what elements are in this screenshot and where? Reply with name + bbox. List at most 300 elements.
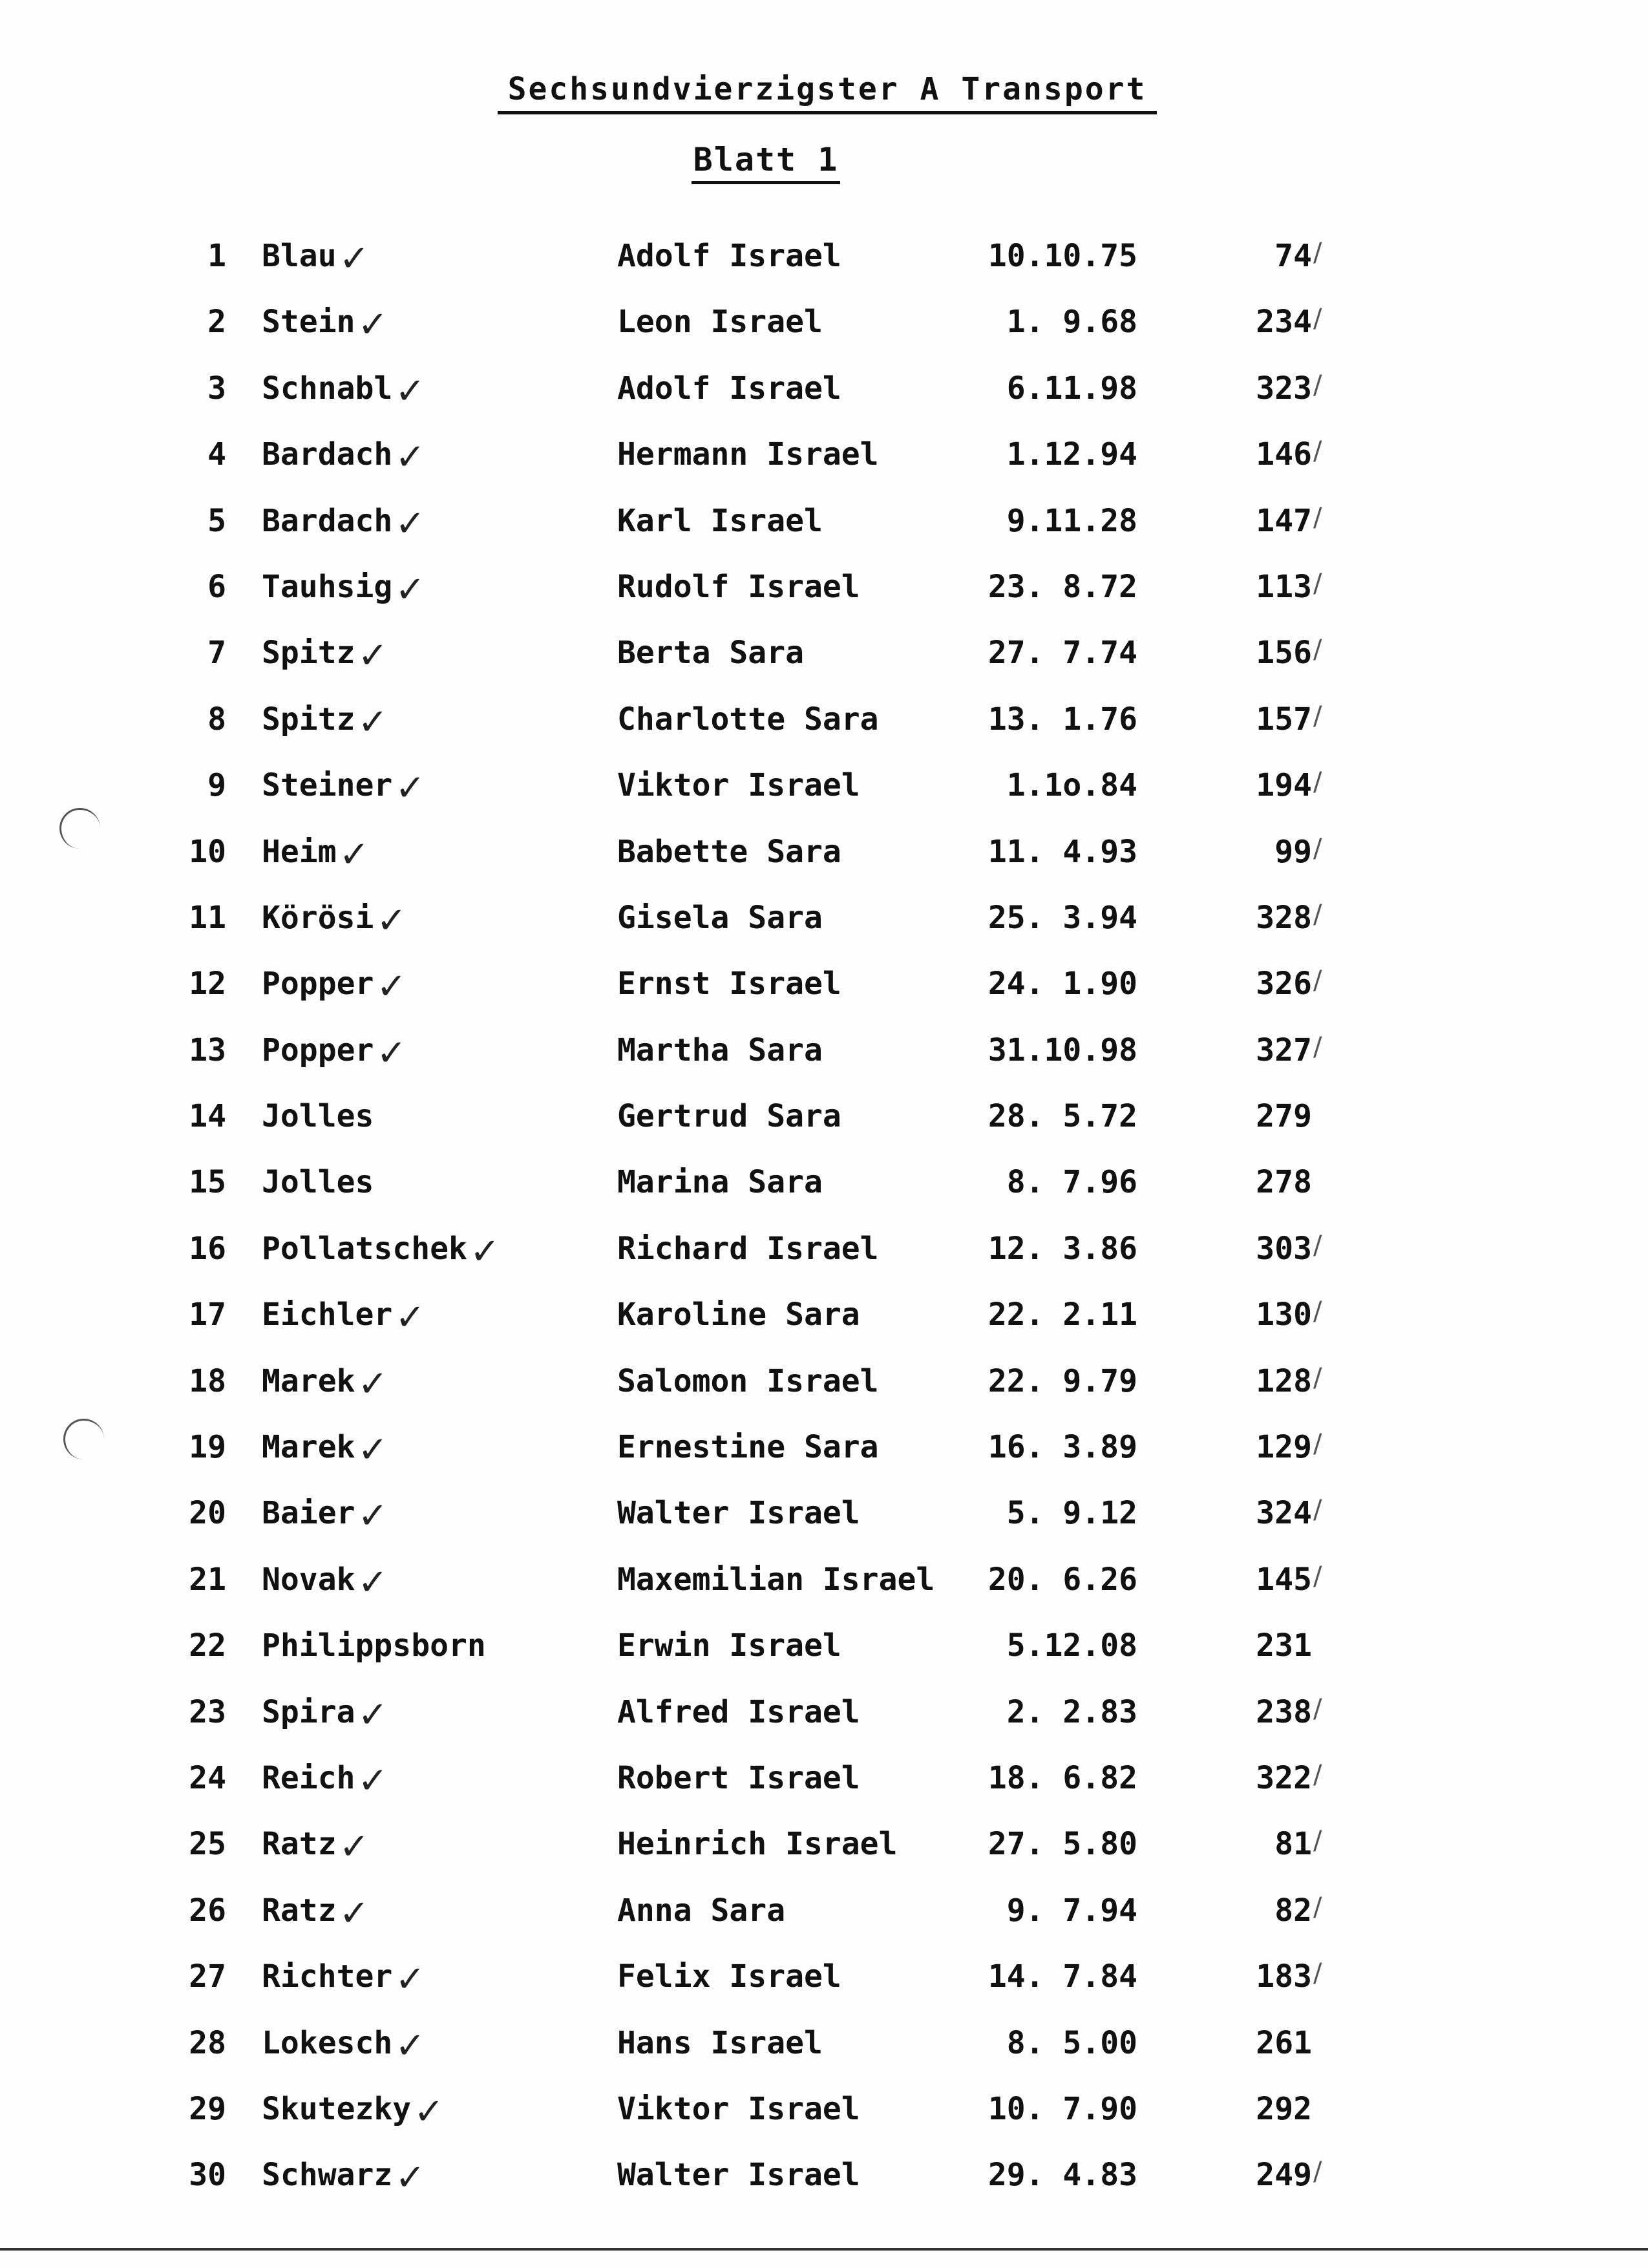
surname-text: Lokesch: [262, 2024, 393, 2061]
row-number-text: 10: [189, 833, 226, 870]
first-name-text: Maxemilian Israel: [617, 1561, 935, 1598]
birth-date: [969, 1826, 1137, 1862]
surname-text: Philippsborn: [262, 1627, 486, 1664]
checkmark-icon: ✓: [469, 1230, 500, 1273]
first-name: [617, 1098, 841, 1134]
checkmark-icon: ✓: [357, 1495, 388, 1538]
row-number-text: 29: [189, 2090, 226, 2127]
surname-text: Reich: [262, 1759, 355, 1796]
record-number: [1215, 370, 1322, 407]
first-name-text: Robert Israel: [617, 1759, 860, 1796]
surname-text: Schnabl: [262, 370, 393, 407]
record-number-text: 146: [1256, 436, 1312, 473]
tick-mark-icon: /: [1313, 1032, 1322, 1062]
checkmark-icon: ✓: [339, 238, 370, 280]
surname: [262, 1693, 388, 1736]
row-number-text: 17: [189, 1297, 226, 1333]
birth-date-text: 27. 5.80: [988, 1826, 1137, 1863]
record-number-text: 322: [1256, 1759, 1312, 1796]
first-name-text: Karl Israel: [617, 502, 823, 539]
surname: [262, 1561, 388, 1604]
surname: [262, 767, 426, 810]
record-number: [1215, 1892, 1322, 1929]
list-row: [0, 1562, 1648, 1627]
list-row: [0, 635, 1648, 701]
first-name: [617, 1363, 879, 1399]
surname: [262, 2090, 445, 2133]
surname-text: Schwarz: [262, 2157, 393, 2194]
first-name: [617, 834, 841, 870]
surname-text: Jolles: [262, 1164, 374, 1201]
first-name: [617, 503, 823, 539]
list-row: [0, 1958, 1648, 2024]
checkmark-icon: ✓: [357, 635, 388, 677]
first-name: [617, 1627, 841, 1664]
record-number: [1215, 1826, 1322, 1863]
checkmark-icon: ✓: [357, 1759, 388, 1802]
row-number-text: 9: [207, 767, 226, 804]
tick-mark-icon: /: [1313, 1495, 1322, 1525]
record-number: [1215, 1495, 1322, 1532]
row-number: [162, 304, 226, 340]
first-name: [617, 1694, 860, 1730]
first-name-text: Heinrich Israel: [617, 1826, 898, 1863]
checkmark-icon: ✓: [395, 2024, 426, 2067]
list-row: [0, 1164, 1648, 1230]
surname-text: Spitz: [262, 635, 355, 672]
list-row: [0, 1760, 1648, 1826]
first-name: [617, 2157, 860, 2193]
row-number: [162, 1826, 226, 1862]
record-number: [1215, 1759, 1322, 1796]
surname: [262, 1826, 370, 1869]
tick-mark-icon: /: [1313, 966, 1322, 996]
tick-mark-icon: /: [1313, 1429, 1322, 1459]
surname: [262, 1759, 388, 1802]
record-number: [1215, 2157, 1322, 2194]
record-number: [1215, 2091, 1312, 2127]
record-number: [1215, 238, 1322, 274]
first-name: [617, 2091, 860, 2127]
row-number: [162, 503, 226, 539]
birth-date: [969, 1892, 1137, 1929]
surname: [262, 1297, 426, 1339]
checkmark-icon: ✓: [357, 701, 388, 743]
birth-date: [969, 1231, 1137, 1267]
first-name-text: Gertrud Sara: [617, 1098, 841, 1135]
checkmark-icon: ✓: [395, 436, 426, 479]
birth-date: [969, 900, 1137, 936]
row-number-text: 27: [189, 1958, 226, 1995]
surname-text: Blau: [262, 238, 337, 274]
birth-date: [969, 767, 1137, 803]
first-name-text: Felix Israel: [617, 1958, 841, 1995]
birth-date: [969, 2091, 1137, 2127]
row-number: [162, 1363, 226, 1399]
birth-date: [969, 1958, 1137, 1995]
list-row: [0, 2025, 1648, 2091]
list-row: [0, 1231, 1648, 1297]
birth-date: [969, 1297, 1137, 1333]
row-number-text: 3: [207, 370, 226, 407]
birth-date-text: 9. 7.94: [1006, 1892, 1137, 1929]
first-name-text: Anna Sara: [617, 1892, 786, 1929]
list-row: [0, 304, 1648, 370]
row-number: [162, 1627, 226, 1664]
first-name: [617, 900, 823, 936]
record-number-text: 323: [1256, 370, 1312, 407]
page-title: Sechsundvierzigster A Transport: [498, 71, 1157, 114]
birth-date-text: 11. 4.93: [988, 833, 1137, 870]
record-number: [1215, 2025, 1312, 2061]
checkmark-icon: ✓: [339, 833, 370, 876]
birth-date: [969, 1694, 1137, 1730]
record-number: [1215, 1297, 1322, 1333]
tick-mark-icon: /: [1313, 635, 1322, 665]
list-row: [0, 1627, 1648, 1693]
first-name: [617, 701, 879, 737]
first-name: [617, 1297, 860, 1333]
first-name-text: Marina Sara: [617, 1164, 823, 1201]
birth-date: [969, 569, 1137, 605]
record-number: [1215, 1693, 1322, 1730]
sheet-label: Blatt 1: [692, 141, 840, 184]
first-name-text: Berta Sara: [617, 635, 804, 672]
first-name-text: Ernst Israel: [617, 966, 841, 1002]
first-name: [617, 1231, 879, 1267]
birth-date: [969, 2025, 1137, 2061]
row-number: [162, 2091, 226, 2127]
list-row: [0, 701, 1648, 767]
checkmark-icon: ✓: [357, 1429, 388, 1472]
row-number-text: 13: [189, 1032, 226, 1068]
row-number: [162, 834, 226, 870]
surname: [262, 1098, 374, 1134]
tick-mark-icon: /: [1313, 1297, 1322, 1327]
first-name: [617, 2025, 823, 2061]
surname-text: Steiner: [262, 767, 393, 804]
first-name-text: Leon Israel: [617, 304, 823, 341]
birth-date: [969, 436, 1137, 472]
record-number: [1215, 1958, 1322, 1995]
record-number-text: 249: [1256, 2157, 1312, 2194]
surname: [262, 436, 426, 479]
first-name: [617, 1892, 785, 1929]
record-number: [1215, 1032, 1322, 1068]
birth-date-text: 5.12.08: [1006, 1627, 1137, 1664]
first-name: [617, 1164, 823, 1200]
row-number-text: 30: [189, 2157, 226, 2194]
first-name-text: Karoline Sara: [617, 1297, 860, 1333]
tick-mark-icon: /: [1313, 701, 1322, 731]
record-number: [1215, 767, 1322, 804]
row-number-text: 19: [189, 1429, 226, 1466]
row-number: [162, 900, 226, 936]
birth-date: [969, 1429, 1137, 1465]
checkmark-icon: ✓: [395, 568, 426, 611]
birth-date: [969, 1363, 1137, 1399]
surname-text: Jolles: [262, 1098, 374, 1135]
record-number-text: 129: [1256, 1429, 1312, 1466]
checkmark-icon: ✓: [395, 502, 426, 545]
first-name: [617, 1032, 823, 1068]
tick-mark-icon: /: [1313, 1826, 1322, 1856]
surname-text: Ratz: [262, 1892, 337, 1929]
record-number: [1215, 1164, 1312, 1200]
first-name-text: Charlotte Sara: [617, 701, 879, 737]
row-number: [162, 569, 226, 605]
record-number-text: 261: [1256, 2024, 1312, 2061]
first-name-text: Hermann Israel: [617, 436, 879, 473]
list-row: [0, 1892, 1648, 1958]
row-number-text: 7: [207, 635, 226, 672]
first-name-text: Walter Israel: [617, 1495, 860, 1532]
surname-text: Bardach: [262, 436, 393, 473]
list-row: [0, 1429, 1648, 1495]
birth-date: [969, 834, 1137, 870]
birth-date-text: 13. 1.76: [988, 701, 1137, 737]
surname: [262, 568, 426, 611]
birth-date-text: 27. 7.74: [988, 635, 1137, 672]
row-number: [162, 701, 226, 737]
checkmark-icon: ✓: [395, 767, 426, 810]
birth-date: [969, 503, 1137, 539]
tick-mark-icon: /: [1313, 767, 1322, 798]
record-number-text: 74: [1274, 238, 1312, 274]
birth-date-text: 9.11.28: [1006, 502, 1137, 539]
birth-date: [969, 701, 1137, 737]
surname: [262, 833, 370, 876]
list-row: [0, 238, 1648, 304]
record-number: [1215, 1098, 1312, 1134]
surname: [262, 2157, 426, 2199]
checkmark-icon: ✓: [414, 2090, 445, 2133]
record-number-text: 326: [1256, 966, 1312, 1002]
first-name-text: Adolf Israel: [617, 238, 841, 274]
list-row: [0, 834, 1648, 900]
first-name-text: Martha Sara: [617, 1032, 823, 1068]
record-number: [1215, 899, 1322, 936]
first-name: [617, 569, 860, 605]
first-name: [617, 1760, 860, 1796]
birth-date-text: 8. 5.00: [1006, 2024, 1137, 2061]
surname-text: Richter: [262, 1958, 393, 1995]
first-name-text: Viktor Israel: [617, 767, 860, 804]
checkmark-icon: ✓: [339, 1826, 370, 1869]
first-name-text: Alfred Israel: [617, 1693, 860, 1730]
row-number-text: 21: [189, 1561, 226, 1598]
record-number-text: 156: [1256, 635, 1312, 672]
record-number-text: 279: [1256, 1098, 1312, 1135]
surname: [262, 1362, 388, 1405]
row-number-text: 11: [189, 899, 226, 936]
surname: [262, 899, 407, 942]
surname-text: Pollatschek: [262, 1230, 467, 1267]
checkmark-icon: ✓: [395, 1297, 426, 1339]
birth-date: [969, 1627, 1137, 1664]
record-number-text: 130: [1256, 1297, 1312, 1333]
birth-date-text: 25. 3.94: [988, 899, 1137, 936]
tick-mark-icon: /: [1313, 436, 1322, 467]
list-row: [0, 2091, 1648, 2157]
record-number-text: 128: [1256, 1362, 1312, 1399]
row-number: [162, 436, 226, 472]
surname-text: Novak: [262, 1561, 355, 1598]
list-row: [0, 1098, 1648, 1164]
surname-text: Popper: [262, 1032, 374, 1068]
tick-mark-icon: /: [1313, 1362, 1322, 1393]
surname: [262, 701, 388, 743]
birth-date-text: 1. 9.68: [1006, 304, 1137, 341]
row-number: [162, 767, 226, 803]
birth-date: [969, 635, 1137, 671]
first-name: [617, 1429, 879, 1465]
surname: [262, 370, 426, 412]
row-number-text: 2: [207, 304, 226, 341]
surname-text: Marek: [262, 1429, 355, 1466]
tick-mark-icon: /: [1313, 1892, 1322, 1922]
birth-date: [969, 1032, 1137, 1068]
tick-mark-icon: /: [1313, 502, 1322, 533]
surname-text: Skutezky: [262, 2090, 412, 2127]
row-number: [162, 238, 226, 274]
row-number-text: 14: [189, 1098, 226, 1135]
record-number-text: 328: [1256, 899, 1312, 936]
surname: [262, 1958, 426, 2001]
tick-mark-icon: /: [1313, 1759, 1322, 1790]
record-number: [1215, 701, 1322, 737]
first-name-text: Rudolf Israel: [617, 568, 860, 605]
birth-date-text: 23. 8.72: [988, 568, 1137, 605]
first-name: [617, 966, 841, 1002]
row-number-text: 12: [189, 966, 226, 1002]
row-number: [162, 2025, 226, 2061]
list-row: [0, 966, 1648, 1032]
row-number-text: 1: [207, 238, 226, 274]
first-name: [617, 304, 823, 340]
record-number: [1215, 502, 1322, 539]
list-row: [0, 1694, 1648, 1760]
surname: [262, 304, 388, 346]
list-row: [0, 569, 1648, 635]
record-number: [1215, 966, 1322, 1002]
first-name-text: Gisela Sara: [617, 899, 823, 936]
row-number-text: 15: [189, 1164, 226, 1201]
tick-mark-icon: /: [1313, 1693, 1322, 1724]
row-number-text: 16: [189, 1230, 226, 1267]
list-row: [0, 370, 1648, 436]
checkmark-icon: ✓: [395, 370, 426, 412]
birth-date-text: 1.12.94: [1006, 436, 1137, 473]
birth-date-text: 22. 9.79: [988, 1362, 1137, 1399]
record-number-text: 145: [1256, 1561, 1312, 1598]
surname: [262, 2024, 426, 2067]
record-number-text: 147: [1256, 502, 1312, 539]
record-number: [1215, 436, 1322, 473]
first-name: [617, 1826, 897, 1862]
checkmark-icon: ✓: [376, 966, 407, 1008]
record-number-text: 99: [1274, 833, 1312, 870]
surname: [262, 502, 426, 545]
list-row: [0, 1032, 1648, 1098]
row-number: [162, 1098, 226, 1134]
birth-date-text: 5. 9.12: [1006, 1495, 1137, 1532]
surname-text: Stein: [262, 304, 355, 341]
record-number-text: 324: [1256, 1495, 1312, 1532]
first-name-text: Erwin Israel: [617, 1627, 841, 1664]
checkmark-icon: ✓: [395, 1958, 426, 2001]
tick-mark-icon: /: [1313, 1561, 1322, 1591]
birth-date: [969, 966, 1137, 1002]
surname-text: Eichler: [262, 1297, 393, 1333]
record-number: [1215, 304, 1322, 341]
row-number-text: 18: [189, 1362, 226, 1399]
record-number: [1215, 1362, 1322, 1399]
row-number-text: 23: [189, 1693, 226, 1730]
tick-mark-icon: /: [1313, 1958, 1322, 1989]
surname: [262, 635, 388, 677]
surname-text: Spira: [262, 1693, 355, 1730]
birth-date-text: 6.11.98: [1006, 370, 1137, 407]
checkmark-icon: ✓: [357, 1362, 388, 1405]
record-number: [1215, 833, 1322, 870]
surname-text: Marek: [262, 1362, 355, 1399]
record-number-text: 194: [1256, 767, 1312, 804]
first-name: [617, 370, 841, 407]
first-name-text: Adolf Israel: [617, 370, 841, 407]
first-name: [617, 1495, 860, 1531]
birth-date-text: 22. 2.11: [988, 1297, 1137, 1333]
row-number-text: 28: [189, 2024, 226, 2061]
row-number-text: 24: [189, 1759, 226, 1796]
surname-text: Spitz: [262, 701, 355, 737]
transport-list: [0, 238, 1648, 2223]
surname: [262, 238, 370, 280]
surname: [262, 1495, 388, 1538]
record-number-text: 81: [1274, 1826, 1312, 1863]
row-number: [162, 1760, 226, 1796]
row-number-text: 5: [207, 502, 226, 539]
record-number: [1215, 568, 1322, 605]
surname-text: Tauhsig: [262, 568, 393, 605]
first-name-text: Ernestine Sara: [617, 1429, 879, 1466]
row-number: [162, 1032, 226, 1068]
row-number-text: 26: [189, 1892, 226, 1929]
birth-date-text: 10.10.75: [988, 238, 1137, 274]
row-number: [162, 635, 226, 671]
row-number-text: 25: [189, 1826, 226, 1863]
first-name-text: Hans Israel: [617, 2024, 823, 2061]
birth-date-text: 31.10.98: [988, 1032, 1137, 1068]
record-number-text: 327: [1256, 1032, 1312, 1068]
list-row: [0, 436, 1648, 502]
first-name-text: Walter Israel: [617, 2157, 860, 2194]
list-row: [0, 1826, 1648, 1892]
first-name: [617, 238, 841, 274]
surname: [262, 1892, 370, 1934]
row-number: [162, 1958, 226, 1995]
record-number-text: 113: [1256, 568, 1312, 605]
record-number: [1215, 1561, 1322, 1598]
record-number-text: 157: [1256, 701, 1312, 737]
record-number-text: 82: [1274, 1892, 1312, 1929]
surname: [262, 1627, 486, 1664]
row-number-text: 22: [189, 1627, 226, 1664]
record-number-text: 278: [1256, 1164, 1312, 1201]
row-number-text: 6: [207, 568, 226, 605]
birth-date-text: 1.1o.84: [1006, 767, 1137, 804]
surname: [262, 1164, 374, 1200]
